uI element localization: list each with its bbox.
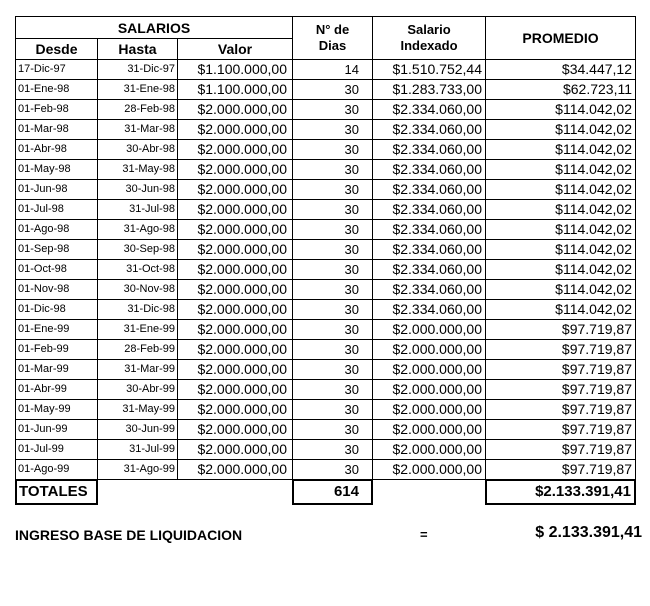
table-cell-desde[interactable]: 01-Jun-99 <box>16 420 98 440</box>
table-cell-desde[interactable]: 01-Abr-99 <box>16 380 98 400</box>
table-cell-valor[interactable]: $2.000.000,00 <box>178 140 293 160</box>
table-cell-promedio[interactable]: $97.719,87 <box>486 460 636 480</box>
table-cell-desde[interactable]: 17-Dic-97 <box>16 60 98 80</box>
table-cell-valor[interactable]: $2.000.000,00 <box>178 320 293 340</box>
table-cell-valor[interactable]: $2.000.000,00 <box>178 100 293 120</box>
table-cell-indexado[interactable]: $2.334.060,00 <box>373 220 486 240</box>
table-cell-indexado[interactable]: $2.334.060,00 <box>373 100 486 120</box>
table-cell-hasta[interactable]: 31-Dic-98 <box>98 300 178 320</box>
table-cell-desde[interactable]: 01-Oct-98 <box>16 260 98 280</box>
header-dias <box>293 17 373 60</box>
table-cell-promedio[interactable]: $97.719,87 <box>486 340 636 360</box>
table-cell-hasta[interactable]: 31-Ago-99 <box>98 460 178 480</box>
table-cell-hasta[interactable]: 30-Abr-99 <box>98 380 178 400</box>
table-cell-valor[interactable]: $2.000.000,00 <box>178 420 293 440</box>
table-cell-promedio[interactable]: $114.042,02 <box>486 220 636 240</box>
ingreso-base-value: $ 2.133.391,41 <box>535 524 642 541</box>
header-hasta <box>98 39 178 60</box>
header-promedio <box>486 17 636 60</box>
table-cell-valor[interactable]: $2.000.000,00 <box>178 440 293 460</box>
header-desde <box>16 39 98 60</box>
table-cell-desde[interactable]: 01-Ene-99 <box>16 320 98 340</box>
header-valor <box>178 39 293 60</box>
table-cell-dias[interactable]: 30 <box>293 440 373 460</box>
table-cell-dias[interactable]: 30 <box>293 240 373 260</box>
table-cell-valor[interactable]: $2.000.000,00 <box>178 160 293 180</box>
table-cell-indexado[interactable]: $2.000.000,00 <box>373 320 486 340</box>
table-cell-indexado[interactable]: $2.334.060,00 <box>373 280 486 300</box>
header-desde-label: Desde <box>35 41 78 57</box>
table-cell-indexado[interactable]: $2.334.060,00 <box>373 140 486 160</box>
table-cell-desde[interactable]: 01-Dic-98 <box>16 300 98 320</box>
table-cell-valor[interactable]: $1.100.000,00 <box>178 60 293 80</box>
totals-label-cell[interactable]: TOTALES <box>15 479 98 505</box>
table-cell-dias[interactable]: 30 <box>293 220 373 240</box>
table-cell-promedio[interactable]: $34.447,12 <box>486 60 636 80</box>
table-cell-indexado[interactable]: $1.510.752,44 <box>373 60 486 80</box>
table-cell-promedio[interactable]: $114.042,02 <box>486 240 636 260</box>
table-cell-indexado[interactable]: $2.334.060,00 <box>373 160 486 180</box>
table-cell-promedio[interactable]: $97.719,87 <box>486 420 636 440</box>
table-cell-desde[interactable]: 01-Mar-99 <box>16 360 98 380</box>
totals-row <box>15 480 636 507</box>
table-cell-desde[interactable]: 01-Feb-98 <box>16 100 98 120</box>
table-cell-promedio[interactable]: $114.042,02 <box>486 300 636 320</box>
header-indexado-line2: Indexado <box>400 38 458 53</box>
table-cell-valor[interactable]: $2.000.000,00 <box>178 260 293 280</box>
table-cell-desde[interactable]: 01-Jul-98 <box>16 200 98 220</box>
table-cell-promedio[interactable]: $97.719,87 <box>486 400 636 420</box>
table-cell-desde[interactable]: 01-Feb-99 <box>16 340 98 360</box>
table-cell-desde[interactable]: 01-Abr-98 <box>16 140 98 160</box>
table-cell-desde[interactable]: 01-Nov-98 <box>16 280 98 300</box>
table-cell-promedio[interactable]: $62.723,11 <box>486 80 636 100</box>
header-dias-line2: Dias <box>318 38 347 53</box>
table-cell-hasta[interactable]: 31-Jul-99 <box>98 440 178 460</box>
table-cell-desde[interactable]: 01-Mar-98 <box>16 120 98 140</box>
table-cell-dias[interactable]: 30 <box>293 380 373 400</box>
header-salarios <box>16 17 293 39</box>
header-salarios-label: SALARIOS <box>117 19 191 36</box>
table-cell-hasta[interactable]: 31-Oct-98 <box>98 260 178 280</box>
table-cell-dias[interactable]: 14 <box>293 60 373 80</box>
table-cell-valor[interactable]: $2.000.000,00 <box>178 380 293 400</box>
table-cell-promedio[interactable]: $114.042,02 <box>486 200 636 220</box>
table-cell-hasta[interactable]: 30-Sep-98 <box>98 240 178 260</box>
table-cell-dias[interactable]: 30 <box>293 340 373 360</box>
table-cell-valor[interactable]: $2.000.000,00 <box>178 180 293 200</box>
table-cell-dias[interactable]: 30 <box>293 200 373 220</box>
salary-table <box>15 16 636 480</box>
header-salario-indexado <box>373 17 486 60</box>
header-promedio-label: PROMEDIO <box>522 30 599 46</box>
table-cell-promedio[interactable]: $114.042,02 <box>486 280 636 300</box>
header-dias-line1: N° de <box>315 22 350 37</box>
table-cell-indexado[interactable]: $2.334.060,00 <box>373 300 486 320</box>
table-cell-desde[interactable]: 01-Ago-99 <box>16 460 98 480</box>
table-cell-indexado[interactable]: $2.000.000,00 <box>373 400 486 420</box>
table-cell-dias[interactable]: 30 <box>293 360 373 380</box>
table-cell-valor[interactable]: $2.000.000,00 <box>178 220 293 240</box>
table-cell-indexado[interactable]: $2.000.000,00 <box>373 420 486 440</box>
table-cell-hasta[interactable]: 31-Ene-99 <box>98 320 178 340</box>
table-cell-valor[interactable]: $2.000.000,00 <box>178 400 293 420</box>
table-cell-dias[interactable]: 30 <box>293 420 373 440</box>
table-cell-hasta[interactable]: 28-Feb-99 <box>98 340 178 360</box>
table-cell-dias[interactable]: 30 <box>293 320 373 340</box>
table-cell-hasta[interactable]: 31-Mar-99 <box>98 360 178 380</box>
table-cell-promedio[interactable]: $114.042,02 <box>486 140 636 160</box>
table-cell-hasta[interactable]: 31-Mar-98 <box>98 120 178 140</box>
table-cell-hasta[interactable]: 31-Ene-98 <box>98 80 178 100</box>
table-cell-desde[interactable]: 01-Jun-98 <box>16 180 98 200</box>
table-cell-promedio[interactable]: $114.042,02 <box>486 260 636 280</box>
table-cell-valor[interactable]: $2.000.000,00 <box>178 300 293 320</box>
header-valor-label: Valor <box>217 41 253 57</box>
table-cell-desde[interactable]: 01-May-99 <box>16 400 98 420</box>
table-cell-valor[interactable]: $2.000.000,00 <box>178 340 293 360</box>
table-cell-promedio[interactable]: $114.042,02 <box>486 100 636 120</box>
table-cell-dias[interactable]: 30 <box>293 160 373 180</box>
table-cell-promedio[interactable]: $114.042,02 <box>486 180 636 200</box>
equals-sign: = <box>420 527 428 542</box>
totals-dias-cell[interactable]: 614 <box>292 479 373 505</box>
salary-liquidation-sheet <box>15 16 636 507</box>
table-cell-dias[interactable]: 30 <box>293 100 373 120</box>
table-cell-indexado[interactable]: $2.000.000,00 <box>373 380 486 400</box>
table-cell-indexado[interactable]: $2.000.000,00 <box>373 440 486 460</box>
table-cell-desde[interactable]: 01-Jul-99 <box>16 440 98 460</box>
table-cell-dias[interactable]: 30 <box>293 460 373 480</box>
table-cell-valor[interactable]: $2.000.000,00 <box>178 460 293 480</box>
table-cell-promedio[interactable]: $114.042,02 <box>486 160 636 180</box>
table-cell-promedio[interactable]: $97.719,87 <box>486 380 636 400</box>
table-cell-hasta[interactable]: 30-Jun-99 <box>98 420 178 440</box>
table-cell-hasta[interactable]: 31-Dic-97 <box>98 60 178 80</box>
table-cell-indexado[interactable]: $2.334.060,00 <box>373 120 486 140</box>
table-cell-hasta[interactable]: 30-Abr-98 <box>98 140 178 160</box>
totals-promedio-cell[interactable]: $2.133.391,41 <box>485 479 636 505</box>
table-cell-indexado[interactable]: $2.334.060,00 <box>373 180 486 200</box>
table-cell-desde[interactable]: 01-Sep-98 <box>16 240 98 260</box>
table-cell-dias[interactable]: 30 <box>293 300 373 320</box>
table-cell-indexado[interactable]: $2.334.060,00 <box>373 260 486 280</box>
ingreso-base-label: INGRESO BASE DE LIQUIDACION <box>15 527 243 543</box>
table-cell-valor[interactable]: $2.000.000,00 <box>178 280 293 300</box>
table-cell-dias[interactable]: 30 <box>293 400 373 420</box>
table-cell-valor[interactable]: $2.000.000,00 <box>178 240 293 260</box>
table-cell-desde[interactable]: 01-Ago-98 <box>16 220 98 240</box>
table-cell-hasta[interactable]: 28-Feb-98 <box>98 100 178 120</box>
table-cell-promedio[interactable]: $97.719,87 <box>486 320 636 340</box>
table-cell-desde[interactable]: 01-Ene-98 <box>16 80 98 100</box>
table-cell-dias[interactable]: 30 <box>293 180 373 200</box>
table-cell-indexado[interactable]: $2.334.060,00 <box>373 240 486 260</box>
table-cell-indexado[interactable]: $2.000.000,00 <box>373 340 486 360</box>
table-cell-hasta[interactable]: 31-Jul-98 <box>98 200 178 220</box>
table-cell-promedio[interactable]: $97.719,87 <box>486 440 636 460</box>
table-cell-dias[interactable]: 30 <box>293 120 373 140</box>
table-cell-hasta[interactable]: 31-Ago-98 <box>98 220 178 240</box>
table-cell-dias[interactable]: 30 <box>293 140 373 160</box>
table-cell-dias[interactable]: 30 <box>293 260 373 280</box>
table-cell-promedio[interactable]: $114.042,02 <box>486 120 636 140</box>
table-cell-valor[interactable]: $1.100.000,00 <box>178 80 293 100</box>
header-indexado-line1: Salario <box>407 22 451 37</box>
table-cell-promedio[interactable]: $97.719,87 <box>486 360 636 380</box>
table-cell-desde[interactable]: 01-May-98 <box>16 160 98 180</box>
table-cell-dias[interactable]: 30 <box>293 80 373 100</box>
header-hasta-label: Hasta <box>118 41 157 57</box>
table-cell-valor[interactable]: $2.000.000,00 <box>178 360 293 380</box>
table-cell-hasta[interactable]: 31-May-99 <box>98 400 178 420</box>
table-cell-valor[interactable]: $2.000.000,00 <box>178 120 293 140</box>
table-cell-hasta[interactable]: 30-Nov-98 <box>98 280 178 300</box>
table-cell-indexado[interactable]: $1.283.733,00 <box>373 80 486 100</box>
table-cell-indexado[interactable]: $2.334.060,00 <box>373 200 486 220</box>
table-cell-hasta[interactable]: 30-Jun-98 <box>98 180 178 200</box>
table-cell-indexado[interactable]: $2.000.000,00 <box>373 360 486 380</box>
table-cell-valor[interactable]: $2.000.000,00 <box>178 200 293 220</box>
table-cell-indexado[interactable]: $2.000.000,00 <box>373 460 486 480</box>
table-cell-dias[interactable]: 30 <box>293 280 373 300</box>
table-cell-hasta[interactable]: 31-May-98 <box>98 160 178 180</box>
